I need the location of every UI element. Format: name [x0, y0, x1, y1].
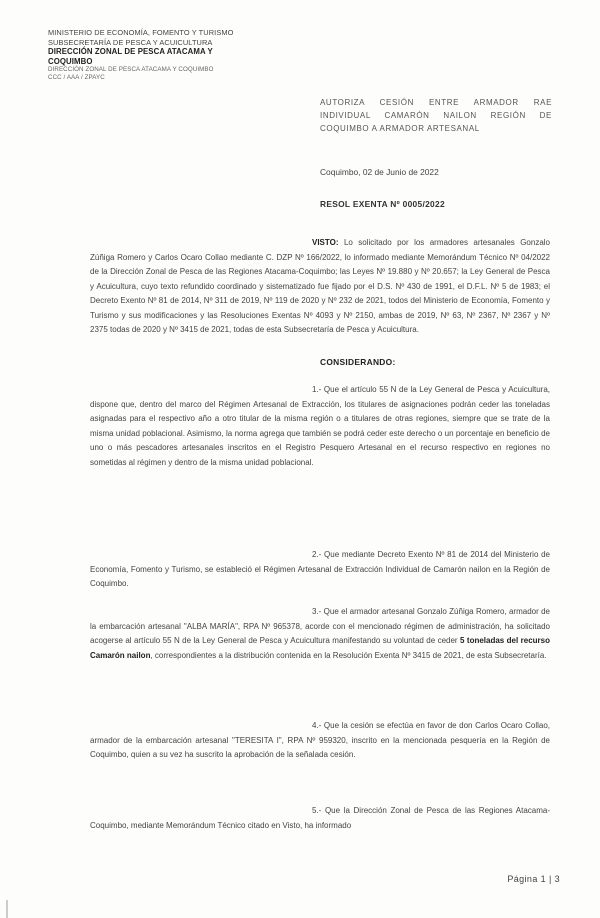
point-3-text-end: , correspondientes a la distribución contenida en la Resolución Exenta Nº 3415 de 2021, de esta Subsecretaría.: [150, 650, 547, 660]
letterhead-region: COQUIMBO: [48, 56, 93, 66]
letterhead-zonal-direction: DIRECCIÓN ZONAL DE PESCA ATACAMA Y: [48, 47, 213, 57]
resolution-number: RESOL EXENTA Nº 0005/2022: [320, 199, 445, 209]
point-3-ceded-amount: 5 toneladas del recurso Camarón nailon: [90, 636, 550, 660]
point-1-text: 1.- Que el artículo 55 N de la Ley General de Pesca y Acuicultura, dispone que, dentro del marco del Régimen Artesanal de Extracción, los titulares de asignaciones podrán ceder las toneladas asignadas para el respectivo año a otro titular de la misma región o a titulares de otras regiones, siempre que se trate de la misma unidad poblacional. Asimismo, la norma agrega que también se podrá ceder este derecho o un porcentaje en beneficio de uno o más pescadores artesanales inscritos en el Registro Pesquero Artesanal en el recurso respectivo en regiones no sometidas al régimen y dentro de la misma unidad poblacional.: [90, 385, 550, 467]
resolution-subject: AUTORIZA CESIÓN ENTRE ARMADOR RAE INDIVIDUAL CAMARÓN NAILON REGIÓN DE COQUIMBO A ARMADOR ARTESANAL: [320, 98, 552, 133]
considerando-heading: CONSIDERANDO:: [320, 357, 396, 367]
page-number: Página 1 | 3: [507, 874, 560, 884]
visto-text: Lo solicitado por los armadores artesanales Gonzalo Zúñiga Romero y Carlos Ocaro Collao mediante C. DZP Nº 166/2022, lo informado mediante Memorándum Técnico Nº 04/2022 de la Dirección Zonal de Pesca de las Regiones Atacama-Coquimbo; las Leyes Nº 19.880 y Nº 20.657; la Ley General de Pesca y Acuicultura, cuyo texto refundido coordinado y sistematizado fue fijado por el D.S. Nº 430 de 1991, el D.F.L. Nº 5 de 1983; el Decreto Exento Nº 81 de 2014, Nº 311 de 2019, Nº 119 de 2020 y Nº 232 de 2021, todos del Ministerio de Economía, Fomento y Turismo y sus modificaciones y las Resoluciones Exentas Nº 4093 y Nº 2150, ambas de 2019, Nº 63, Nº 2367, Nº 2367 y Nº 2375 todas de 2020 y Nº 3415 de 2021, todas de esta Subsecretaría de Pesca y Acuicultura.: [90, 238, 550, 334]
point-4-text: 4.- Que la cesión se efectúa en favor de don Carlos Ocaro Collao, armador de la embarcación artesanal "TERESITA I", RPA Nº 959320, inscrito en la mencionada pesquería en la Región de Coquimbo, quien a su vez ha suscrito la aprobación de la señalada cesión.: [90, 721, 550, 759]
visto-label: VISTO:: [312, 238, 339, 247]
letterhead-subline: DIRECCIÓN ZONAL DE PESCA ATACAMA Y COQUIMBO: [48, 66, 214, 74]
letterhead-subsecretary: SUBSECRETARÍA DE PESCA Y ACUICULTURA: [48, 37, 213, 47]
point-3-text-start: 3.- Que el armador artesanal Gonzalo Zúñiga Romero, armador de la embarcación artesanal "ALBA MARÍA", RPA Nº 965378, acorde con el mencionado régimen de administración, ha solicitado acogerse al artículo 55 N de la Ley General de Pesca y Acuicultura manifestando su voluntad de ceder: [90, 607, 550, 645]
considerando-point-3: [90, 605, 550, 663]
visto-paragraph: [90, 236, 550, 338]
scan-edge-mark: [6, 900, 8, 918]
considerando-point-5: [90, 804, 550, 833]
letterhead-reference: CCC / AAA / ZPAYC: [48, 74, 105, 82]
resolution-date: Coquimbo, 02 de Junio de 2022: [320, 167, 439, 177]
letterhead-ministry: MINISTERIO DE ECONOMÍA, FOMENTO Y TURISMO: [48, 28, 234, 37]
considerando-point-1: [90, 383, 550, 470]
letterhead: [48, 28, 258, 82]
considerando-point-4: [90, 719, 550, 763]
considerando-point-2: [90, 548, 550, 592]
point-2-text: 2.- Que mediante Decreto Exento Nº 81 de 2014 del Ministerio de Economía, Fomento y Turismo, se estableció el Régimen Artesanal de Extracción Individual de Camarón nailon en la Región de Coquimbo.: [90, 550, 550, 588]
point-5-text: 5.- Que la Dirección Zonal de Pesca de las Regiones Atacama-Coquimbo, mediante Memorándum Técnico citado en Visto, ha informado: [90, 806, 550, 830]
